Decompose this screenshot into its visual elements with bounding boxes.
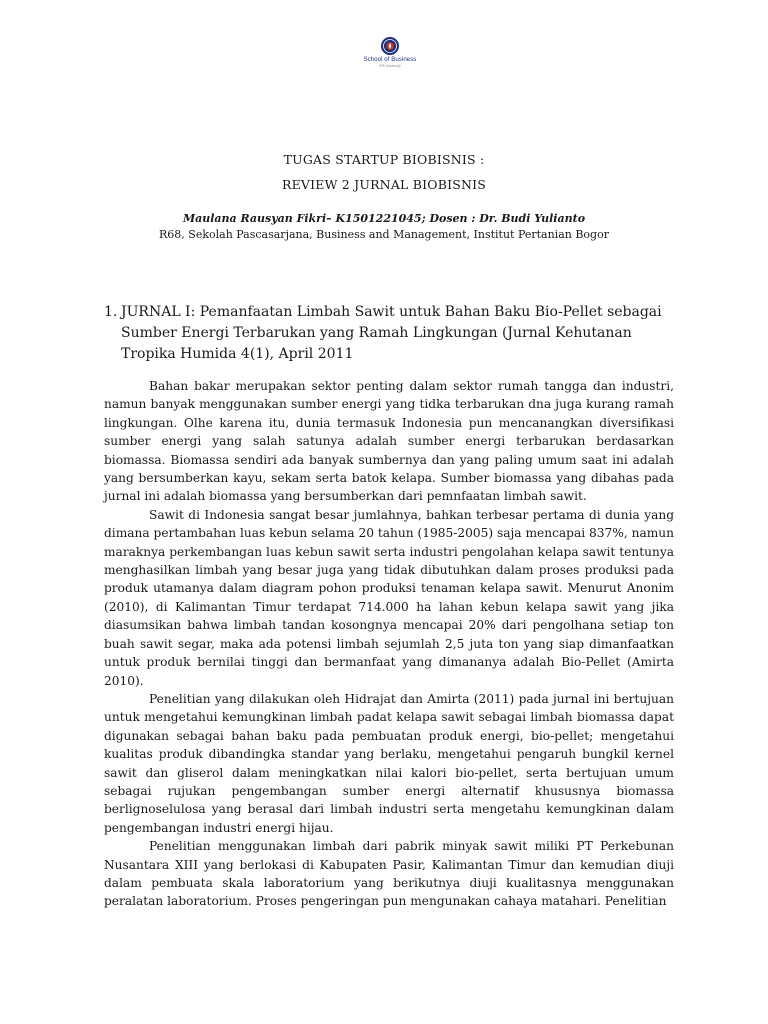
- paragraph: Penelitian menggunakan limbah dari pabrik minyak sawit miliki PT Perkebunan Nusantara XIII yang berlokasi di Kabupaten Pasir, Kalimantan Timur dan kemudian diuji dalam pembuata skala laboratorium yang berikutnya diuji kualitasnya menggunakan peralatan laboratorium. Proses pengeringan pun mengunakan cahaya matahari. Penelitian: [104, 839, 674, 909]
- section-heading: [104, 302, 684, 365]
- paragraph: Penelitian yang dilakukan oleh Hidrajat dan Amirta (2011) pada jurnal ini bertujuan untuk mengetahui kemungkinan limbah padat kelapa sawit sebagai limbah biomassa dapat digunakan sebagai bahan baku pada pembuatan produk energi, bio-pellet; mengetahui kualitas produk dibandingka standar yang berlaku, mengetahui pengaruh bungkil kernel sawit dan gliserol dalam meningkatkan nilai kalori bio-pellet, serta bertujuan umum sebagai rujukan pengembangan sumber energi alternatif khususnya biomassa berlignoselulosa yang berasal dari limbah industri serta mengetahu kemungkinan dalam pengembangan industri energi hijau.: [104, 691, 674, 835]
- school-emblem-icon: [380, 36, 400, 56]
- section-heading-text: JURNAL I: Pemanfaatan Limbah Sawit untuk Bahan Baku Bio-Pellet sebagai Sumber Energi Terbarukan yang Ramah Lingkungan (Jurnal Kehutanan Tropika Humida 4(1), April 2011: [121, 304, 662, 362]
- section-number: 1.: [104, 304, 118, 320]
- body-text: [104, 377, 674, 911]
- document-title-line1: TUGAS STARTUP BIOBISNIS :: [283, 152, 485, 167]
- document-title-line2: REVIEW 2 JURNAL BIOBISNIS: [281, 177, 487, 192]
- paragraph: Bahan bakar merupakan sektor penting dalam sektor rumah tangga dan industri, namun banyak menggunakan sumber energi yang tidka terbarukan dna juga kurang ramah lingkungan. Olhe karena itu, dunia termasuk Indonesia pun mencanangkan diversifikasi sumber energi yang salah satunya adalah sumber energi terbarukan berdasarkan biomassa. Biomassa sendiri ada banyak sumbernya dan yang paling umum saat ini adalah yang bersumberkan kayu, sekam serta batok kelapa. Sumber biomassa yang dibahas pada jurnal ini adalah biomassa yang bersumberkan dari pemnfaatan limbah sawit.: [104, 379, 674, 504]
- logo-school-name: School of Business: [363, 57, 417, 63]
- author-line: Maulana Rausyan Fikri– K1501221045; Dosen : Dr. Budi Yulianto: [182, 212, 586, 225]
- paragraph: Sawit di Indonesia sangat besar jumlahnya, bahkan terbesar pertama di dunia yang dimana pertambahan luas kebun selama 20 tahun (1985-2005) saja mencapai 837%, namun maraknya perkembangan luas kebun sawit serta industri pengolahan kelapa sawit tentunya menghasilkan limbah yang besar juga yang tidak dibutuhkan dalam proses produksi pada produk utamanya dalam diagram pohon produksi tenaman kelapa sawit. Menurut Anonim (2010), di Kalimantan Timur terdapat 714.000 ha lahan kebun kelapa sawit yang jika diasumsikan bahwa limbah tandan kosongnya mencapai 20% dari pengolhana setiap ton buah sawit segar, maka ada potensi limbah sejumlah 2,5 juta ton yang siap dimanfaatkan untuk produk bernilai tinggi dan bermanfaat yang dimananya adalah Bio-Pellet (Amirta 2010).: [104, 507, 674, 688]
- logo-university-name: IPB University: [379, 64, 401, 68]
- school-logo: [360, 36, 420, 68]
- affiliation-line: R68, Sekolah Pascasarjana, Business and Management, Institut Pertanian Bogor: [159, 228, 609, 241]
